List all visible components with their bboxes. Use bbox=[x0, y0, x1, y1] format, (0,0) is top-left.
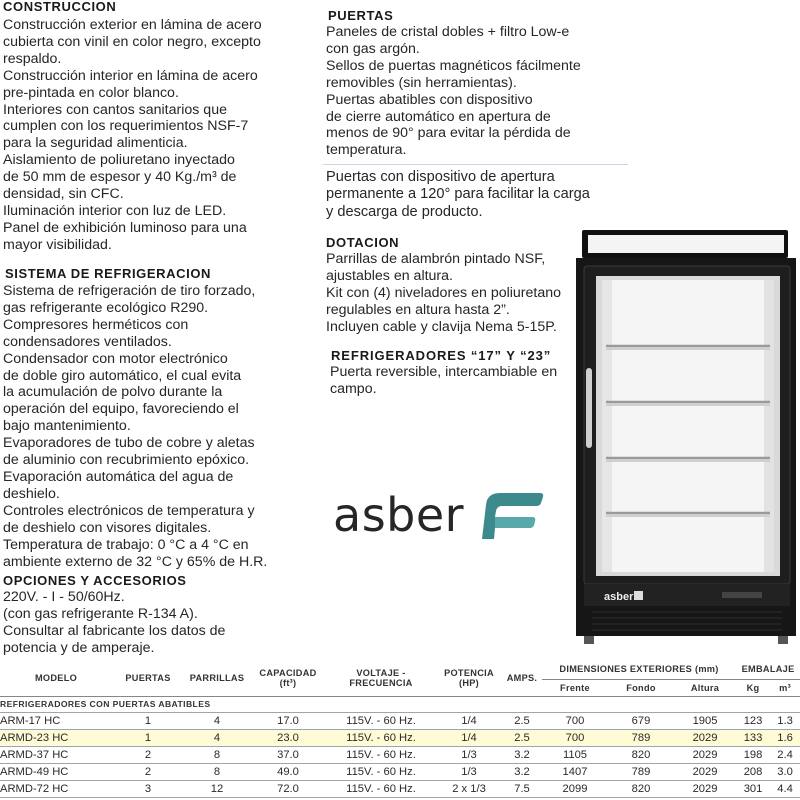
th-puertas: PUERTAS bbox=[112, 660, 184, 696]
cell-m3: 1.6 bbox=[770, 729, 800, 746]
dotacion-line: ajustables en altura. bbox=[326, 267, 453, 284]
refrigeracion-line: deshielo. bbox=[3, 485, 60, 502]
th-modelo: MODELO bbox=[0, 660, 112, 696]
cell-m3: 1.3 bbox=[770, 712, 800, 729]
cell-modelo: ARMD-72 HC bbox=[0, 780, 112, 797]
construccion-line: Interiores con cantos sanitarios que bbox=[3, 101, 227, 118]
cell-kg: 133 bbox=[736, 729, 770, 746]
asber-mark-icon bbox=[480, 491, 544, 541]
specs-table bbox=[0, 660, 800, 800]
th-potencia-label: POTENCIA bbox=[444, 667, 494, 678]
asber-logo bbox=[333, 484, 548, 544]
refrigeracion-line: gas refrigerante ecológico R290. bbox=[3, 299, 209, 316]
cell-fondo: 789 bbox=[608, 729, 674, 746]
construccion-line: mayor visibilidad. bbox=[3, 236, 112, 253]
opciones-line: 220V. - I - 50/60Hz. bbox=[3, 589, 125, 605]
puertas-line: Puertas abatibles con dispositivo bbox=[326, 91, 533, 108]
cell-amps: 3.2 bbox=[502, 746, 542, 763]
puertas-line: con gas argón. bbox=[326, 40, 420, 57]
cell-potencia: 2 x 1/3 bbox=[436, 780, 502, 797]
refrigeracion-line: condensadores ventilados. bbox=[3, 333, 172, 350]
table-row bbox=[0, 780, 800, 797]
puertas-extra-line: permanente a 120° para facilitar la carga bbox=[326, 186, 590, 203]
construccion-text bbox=[3, 17, 262, 254]
refrigeracion-line: Condensador con motor electrónico bbox=[3, 350, 228, 367]
cell-fondo: 789 bbox=[608, 763, 674, 780]
cell-frente: 700 bbox=[542, 712, 608, 729]
cell-parrillas: 8 bbox=[184, 763, 250, 780]
cell-potencia: 1/4 bbox=[436, 712, 502, 729]
table-row bbox=[0, 712, 800, 729]
cell-modelo: ARMD-49 HC bbox=[0, 763, 112, 780]
cell-m3: 2.4 bbox=[770, 746, 800, 763]
puertas-line: de cierre automático en apertura de bbox=[326, 108, 551, 125]
cell-capacidad: 17.0 bbox=[250, 712, 326, 729]
puertas-line: menos de 90° para evitar la pérdida de bbox=[326, 125, 571, 142]
cell-modelo: ARMD-37 HC bbox=[0, 746, 112, 763]
puertas-heading: PUERTAS bbox=[328, 8, 394, 23]
refrigeracion-line: la acumulación de polvo durante la bbox=[3, 384, 223, 401]
th-voltaje-label: VOLTAJE - bbox=[356, 667, 406, 678]
cell-potencia: 1/3 bbox=[436, 763, 502, 780]
cell-amps: 3.2 bbox=[502, 763, 542, 780]
construccion-line: densidad, sin CFC. bbox=[3, 186, 124, 203]
opciones-heading: OPCIONES Y ACCESORIOS bbox=[3, 573, 187, 588]
fridge-badge: asber bbox=[604, 591, 634, 603]
puertas-extra-text bbox=[326, 169, 590, 221]
cell-puertas: 3 bbox=[112, 780, 184, 797]
cell-potencia: 1/4 bbox=[436, 729, 502, 746]
cell-voltaje: 115V. - 60 Hz. bbox=[326, 763, 436, 780]
cell-fondo: 679 bbox=[608, 712, 674, 729]
cell-m3: 4.4 bbox=[770, 780, 800, 797]
table-row bbox=[0, 763, 800, 780]
cell-altura: 2029 bbox=[674, 746, 736, 763]
construccion-line: Iluminación interior con luz de LED. bbox=[3, 202, 227, 219]
dotacion-line: regulables en altura hasta 2”. bbox=[326, 301, 510, 318]
cell-kg: 198 bbox=[736, 746, 770, 763]
refrigeracion-text bbox=[3, 283, 267, 570]
th-amps: AMPS. bbox=[502, 660, 542, 696]
th-potencia bbox=[436, 660, 502, 696]
refrigeracion-line: de doble giro automático, el cual evita bbox=[3, 367, 242, 384]
refrigeradores-heading: REFRIGERADORES “17” Y “23” bbox=[331, 348, 552, 363]
refrigeracion-line: operación del equipo, favoreciendo el bbox=[3, 401, 239, 418]
cell-modelo: ARM-17 HC bbox=[0, 712, 112, 729]
construccion-line: para la seguridad alimenticia. bbox=[3, 135, 188, 152]
cell-amps: 2.5 bbox=[502, 712, 542, 729]
refrigeracion-line: Sistema de refrigeración de tiro forzado, bbox=[3, 283, 256, 299]
cell-fondo: 820 bbox=[608, 780, 674, 797]
cell-kg: 208 bbox=[736, 763, 770, 780]
opciones-line: potencia y de amperaje. bbox=[3, 639, 155, 656]
refrigeradores-text bbox=[330, 364, 557, 398]
cell-frente: 1105 bbox=[542, 746, 608, 763]
section-divider bbox=[323, 164, 628, 165]
th-m3: m³ bbox=[770, 679, 800, 696]
puertas-line: Sellos de puertas magnéticos fácilmente bbox=[326, 57, 581, 74]
puertas-line: temperatura. bbox=[326, 142, 407, 159]
cell-voltaje: 115V. - 60 Hz. bbox=[326, 729, 436, 746]
cell-voltaje: 115V. - 60 Hz. bbox=[326, 746, 436, 763]
cell-modelo: ARMD-23 HC bbox=[0, 729, 112, 746]
th-parrillas: PARRILLAS bbox=[184, 660, 250, 696]
puertas-text bbox=[326, 24, 581, 159]
refrigeracion-line: bajo mantenimiento. bbox=[3, 418, 131, 435]
cell-fondo: 820 bbox=[608, 746, 674, 763]
construccion-line: cubierta con vinil en color negro, excepto bbox=[3, 33, 261, 50]
construccion-line: Construcción exterior en lámina de acero bbox=[3, 17, 262, 33]
cell-altura: 1905 bbox=[674, 712, 736, 729]
cell-potencia: 1/3 bbox=[436, 746, 502, 763]
cell-kg: 301 bbox=[736, 780, 770, 797]
construccion-line: Aislamiento de poliuretano inyectado bbox=[3, 152, 235, 169]
construccion-line: Construcción interior en lámina de acero bbox=[3, 67, 258, 84]
refrigerator-image bbox=[572, 228, 800, 648]
th-capacidad-unit: (ft³) bbox=[279, 677, 297, 688]
cell-frente: 1407 bbox=[542, 763, 608, 780]
puertas-line: removibles (sin herramientas). bbox=[326, 74, 517, 91]
refrigeracion-line: ambiente externo de 32 °C y 65% de H.R. bbox=[3, 553, 268, 570]
refrigeracion-line: Controles electrónicos de temperatura y bbox=[3, 502, 255, 519]
cell-frente: 2099 bbox=[542, 780, 608, 797]
construccion-heading: CONSTRUCCION bbox=[3, 0, 117, 14]
cell-voltaje: 115V. - 60 Hz. bbox=[326, 712, 436, 729]
refrigeracion-heading: SISTEMA DE REFRIGERACION bbox=[5, 266, 212, 281]
cell-frente: 700 bbox=[542, 729, 608, 746]
cell-altura: 2029 bbox=[674, 729, 736, 746]
cell-m3: 3.0 bbox=[770, 763, 800, 780]
cell-capacidad: 37.0 bbox=[250, 746, 326, 763]
th-capacidad bbox=[250, 660, 326, 696]
construccion-line: pre-pintada en color blanco. bbox=[3, 84, 179, 101]
th-frecuencia-label: FRECUENCIA bbox=[349, 677, 413, 688]
table-section-label: REFRIGERADORES CON PUERTAS ABATIBLES bbox=[0, 696, 800, 712]
puertas-extra-line: Puertas con dispositivo de apertura bbox=[326, 169, 555, 185]
opciones-text bbox=[3, 589, 225, 657]
refrigeracion-line: Compresores herméticos con bbox=[3, 316, 189, 333]
construccion-line: respaldo. bbox=[3, 50, 62, 67]
refrigeracion-line: de deshielo con visores digitales. bbox=[3, 519, 212, 536]
table-row bbox=[0, 729, 800, 746]
refrigeracion-line: Temperatura de trabajo: 0 °C a 4 °C en bbox=[3, 536, 249, 553]
th-embalaje: EMBALAJE bbox=[736, 660, 800, 679]
cell-parrillas: 12 bbox=[184, 780, 250, 797]
logo-wordmark: asber bbox=[333, 488, 465, 542]
cell-puertas: 1 bbox=[112, 712, 184, 729]
construccion-line: de 50 mm de espesor y 40 Kg./m³ de bbox=[3, 169, 237, 186]
construccion-line: Panel de exhibición luminoso para una bbox=[3, 219, 247, 236]
th-potencia-unit: (HP) bbox=[458, 677, 480, 688]
dotacion-line: Incluyen cable y clavija Nema 5-15P. bbox=[326, 318, 557, 335]
cell-parrillas: 8 bbox=[184, 746, 250, 763]
dotacion-heading: DOTACION bbox=[326, 235, 400, 250]
cell-puertas: 2 bbox=[112, 746, 184, 763]
refrigeradores-line: Puerta reversible, intercambiable en bbox=[330, 364, 558, 380]
cell-puertas: 1 bbox=[112, 729, 184, 746]
th-frente: Frente bbox=[542, 679, 608, 696]
opciones-line: Consultar al fabricante los datos de bbox=[3, 622, 226, 639]
refrigeracion-line: Evaporación automática del agua de bbox=[3, 468, 234, 485]
cell-altura: 2029 bbox=[674, 780, 736, 797]
refrigeracion-line: Evaporadores de tubo de cobre y aletas bbox=[3, 435, 255, 452]
th-altura: Altura bbox=[674, 679, 736, 696]
cell-altura: 2029 bbox=[674, 763, 736, 780]
cell-voltaje: 115V. - 60 Hz. bbox=[326, 780, 436, 797]
th-capacidad-label: CAPACIDAD bbox=[259, 667, 317, 678]
dotacion-line: Kit con (4) niveladores en poliuretano bbox=[326, 284, 562, 301]
puertas-extra-line: y descarga de producto. bbox=[326, 203, 483, 220]
cell-capacidad: 23.0 bbox=[250, 729, 326, 746]
cell-amps: 2.5 bbox=[502, 729, 542, 746]
refrigeracion-line: de aluminio con recubrimiento epóxico. bbox=[3, 452, 250, 469]
th-voltaje bbox=[326, 660, 436, 696]
dotacion-text bbox=[326, 251, 561, 336]
th-kg: Kg bbox=[736, 679, 770, 696]
cell-kg: 123 bbox=[736, 712, 770, 729]
th-fondo: Fondo bbox=[608, 679, 674, 696]
construccion-line: cumplen con los requerimientos NSF-7 bbox=[3, 118, 249, 135]
cell-puertas: 2 bbox=[112, 763, 184, 780]
cell-amps: 7.5 bbox=[502, 780, 542, 797]
cell-parrillas: 4 bbox=[184, 712, 250, 729]
dotacion-line: Parrillas de alambrón pintado NSF, bbox=[326, 251, 546, 267]
table-row bbox=[0, 746, 800, 763]
cell-parrillas: 4 bbox=[184, 729, 250, 746]
th-dimensiones: DIMENSIONES EXTERIORES (mm) bbox=[542, 660, 736, 679]
opciones-line: (con gas refrigerante R-134 A). bbox=[3, 605, 198, 622]
puertas-line: Paneles de cristal dobles + filtro Low-e bbox=[326, 24, 570, 40]
cell-capacidad: 72.0 bbox=[250, 780, 326, 797]
refrigeradores-line: campo. bbox=[330, 380, 377, 397]
cell-capacidad: 49.0 bbox=[250, 763, 326, 780]
